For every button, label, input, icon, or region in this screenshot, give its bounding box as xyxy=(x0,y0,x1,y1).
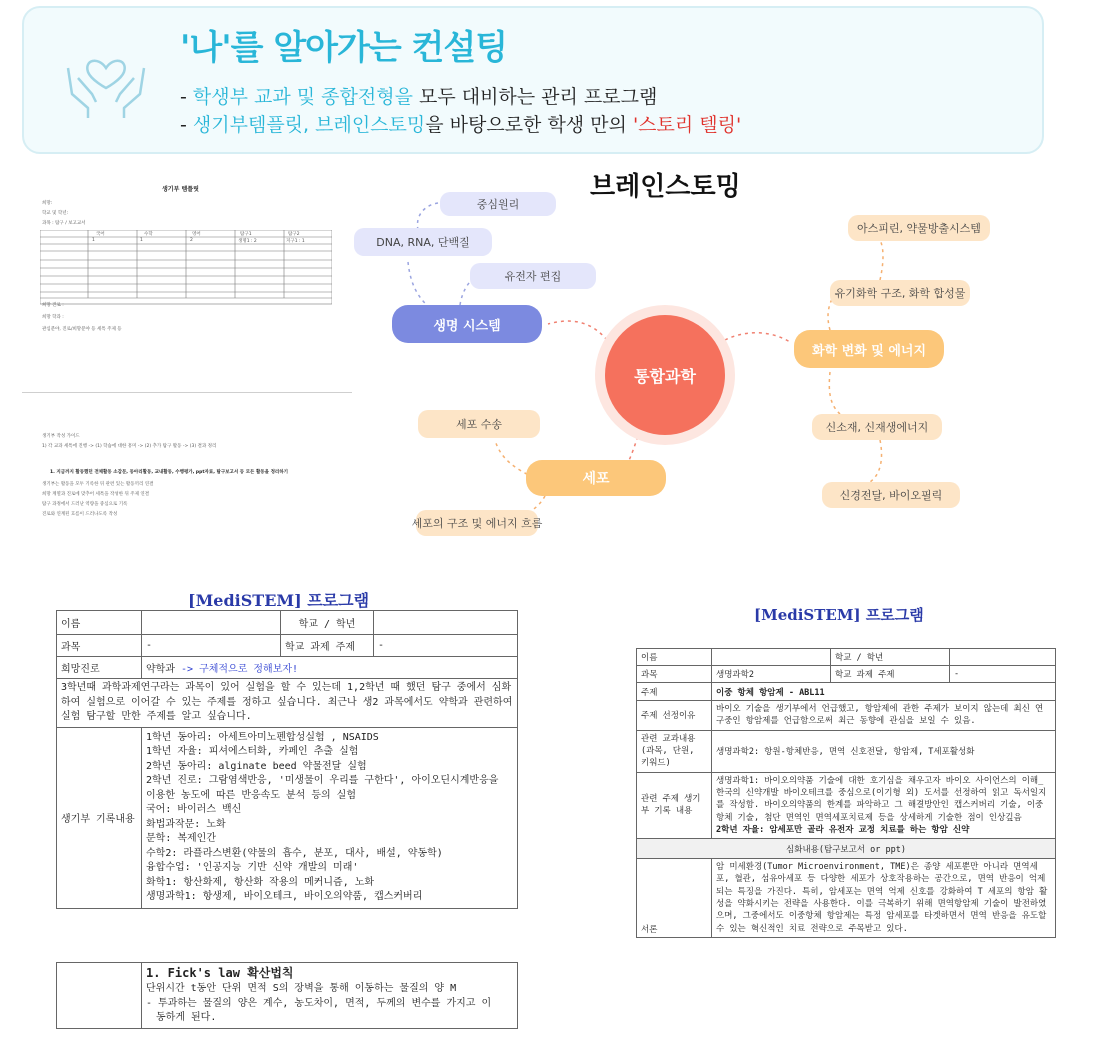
template-header-cell: 탐구1 xyxy=(240,232,252,237)
template-header-cell: 영어 xyxy=(192,232,201,237)
record-item: 2학년 동아리: alginate beed 약물전달 실험 xyxy=(146,760,367,772)
career-note: -> 구체적으로 정해보자! xyxy=(181,664,299,675)
form-left-table xyxy=(56,610,518,909)
law-line: - 투과하는 물질의 양은 계수, 농도차이, 면적, 두께의 변수를 가지고 이 xyxy=(146,997,492,1009)
template-page2-line: 1) 각 교과 세특에 진행 -> (1) 학습에 대한 흥미 -> (2) 추가 탐구 활동 -> (3) 결과 정리 xyxy=(42,444,217,449)
career-prefix: 약학과 xyxy=(146,664,182,675)
r-related-value: 생명과학2: 항원-항체반응, 면역 신호전달, 항암제, T세포활성화 xyxy=(712,730,1056,772)
line1-highlight: 학생부 교과 및 종합전형을 xyxy=(192,86,413,108)
form-right-table xyxy=(636,648,1056,938)
node-cell-structure: 세포의 구조 및 에너지 흐름 xyxy=(416,510,538,536)
brainstorm-title: 브레인스토밍 xyxy=(590,172,741,202)
r-record-cell xyxy=(712,772,1056,839)
line2-prefix: - xyxy=(180,114,193,136)
template-title: 생기부 템플릿 xyxy=(162,186,199,193)
node-life-system: 생명 시스템 xyxy=(392,305,542,343)
record-item: 이용한 농도에 따른 반응속도 분석 등의 실험 xyxy=(146,789,357,801)
r-record-label: 관련 주제 생기부 기록 내용 xyxy=(637,772,712,839)
r-record-value-2: 2학년 자율: 암세포만 골라 유전자 교정 치료를 하는 항암 신약 xyxy=(716,824,970,835)
record-list xyxy=(142,727,518,908)
r-reason-label: 주제 선정이유 xyxy=(637,701,712,731)
template-page2-line: 희망 계열과 진로에 맞추어 세특을 작성한 뒤 주제 연결 xyxy=(42,492,150,497)
school-value xyxy=(374,611,518,635)
template-line: 과목 : 탐구 / 보고교서 xyxy=(42,221,86,226)
template-footer-line: 관심분야, 진로/희망분야 등 세특 주제 등 xyxy=(42,327,122,332)
record-item: 문학: 복제인간 xyxy=(146,833,217,844)
template-page2-line: 생기부는 활동을 모두 기록한 뒤 관련 있는 활동끼리 연결 xyxy=(42,482,154,487)
law-label-cell xyxy=(57,963,142,1029)
node-organic: 유기화학 구조, 화학 합성물 xyxy=(830,280,970,306)
node-central-dogma: 중심원리 xyxy=(440,192,556,216)
record-item: 화학1: 항산화제, 항산화 작용의 메커니즘, 노화 xyxy=(146,876,375,888)
line1-prefix: - xyxy=(180,86,193,108)
record-label: 생기부 기록내용 xyxy=(57,727,142,908)
r-name-value xyxy=(712,649,831,666)
record-item: 2학년 진로: 그람염색반응, '미생물이 우리를 구한다', 아이오딘시계반응을 xyxy=(146,775,499,786)
node-cell: 세포 xyxy=(526,460,666,496)
r-intro-label: 서론 xyxy=(637,859,712,938)
template-header-cell: 수학 xyxy=(144,232,153,237)
node-chem-change: 화학 변화 및 에너지 xyxy=(794,330,944,368)
school-label: 학교 / 학년 xyxy=(281,611,374,635)
line2-highlight: 생기부템플릿, 브레인스토밍 xyxy=(192,114,426,136)
template-row-cell: 생명1 : 2 xyxy=(238,239,257,244)
intro-text: 3학년때 과학과제연구라는 과목이 있어 실험을 할 수 있는데 1,2학년 때 했던 탐구 중에서 심화하여 실험으로 이어갈 수 있는 주제를 정하고 싶습니다. 최근나 생2 과목에서도 약학과 관련하여 실험 탐구할 만한 주제를 알고 싶습니다. xyxy=(57,679,518,728)
r-name-label: 이름 xyxy=(637,649,712,666)
record-item: 생명과학1: 항생제, 바이오테크, 바이오의약품, 캡스커버리 xyxy=(146,891,423,902)
r-topic-value: - xyxy=(950,666,1056,683)
career-label: 희망진로 xyxy=(57,657,142,679)
line2-mid: 을 바탕으로한 학생 만의 xyxy=(425,114,633,136)
template-row-cell: 1 xyxy=(92,238,95,243)
law-content xyxy=(142,963,518,1029)
node-cell-transport: 세포 수송 xyxy=(418,410,540,438)
subject-value: - xyxy=(142,635,281,657)
topic-value: - xyxy=(374,635,518,657)
r-intro-value: 암 미세환경(Tumor Microenvironment, TME)은 종양 세포뿐만 아니라 면역세포, 혈관, 섬유아세포 등 다양한 세포가 상호작용하는 공간으로, 면역 반응이 억제되는 특징을 가진다. 특히, 암세포는 면역 억제 신호를 강화하여 T 세포의 항암 활성을 약화시키는 전략을 사용한다. 이를 극복하기 위해 면역항암제 기술이 발전하였으며, 그중에서도 이중항체 항암제는 특정 암세포를 타겟하면서 면역 반응을 유도할 수 있는 혁신적인 치료 전략으로 주목받고 있다. xyxy=(712,859,1056,938)
template-header-cell: 탐구2 xyxy=(288,232,300,237)
template-page2-line: 진로와 연계된 흐름이 드러나도록 작성 xyxy=(42,512,118,517)
form-left-table-2 xyxy=(56,962,518,1029)
r-subject-label: 과목 xyxy=(637,666,712,683)
node-aspirin: 아스피린, 약물방출시스템 xyxy=(848,215,990,241)
r-school-label: 학교 / 학년 xyxy=(831,649,950,666)
form-right-title: [MediSTEM] 프로그램 xyxy=(754,606,924,624)
career-value xyxy=(142,657,518,679)
banner-title: '나'를 알아가는 컨설팅 xyxy=(180,28,508,68)
center-node: 통합과학 xyxy=(605,315,725,435)
subject-label: 과목 xyxy=(57,635,142,657)
template-page2-line: 탐구 과정에서 드러난 역량을 중심으로 기록 xyxy=(42,502,128,507)
node-gene-editing: 유전자 편집 xyxy=(470,263,596,289)
node-new-materials: 신소재, 신재생에너지 xyxy=(812,414,942,440)
r-record-value: 생명과학1: 바이오의약품 기술에 대한 호기심을 채우고자 바이오 사이언스의 이해_한국의 신약개발 바이오테크를 중심으로(이기형 외) 도서를 선정하여 읽고 독서일지를 작성함. 바이오의약품의 한계를 파악하고 그 해결방안인 캡스커버리 기술, 이중 항체 기술, 첨단 면역인 면역세포치료제 등을 상세하게 기술한 점이 인상깊음 xyxy=(716,775,1047,823)
topic-label: 학교 과제 주제 xyxy=(281,635,374,657)
r-reason-value: 바이오 기술을 생기부에서 언급했고, 항암제에 관한 주제가 보이지 않는데 최신 연구중인 항암제를 언급함으로써 최근 동향에 관심을 보일 수 있음. xyxy=(712,701,1056,731)
r-theme-label: 주제 xyxy=(637,683,712,701)
r-section-header: 심화내용(탐구보고서 or ppt) xyxy=(637,839,1056,859)
law-title: 1. Fick's law 확산법칙 xyxy=(146,966,294,980)
template-footer-line: 희망 진로 : xyxy=(42,303,64,308)
record-item: 수학2: 라플라스변환(약물의 흡수, 분포, 대사, 배설, 약동학) xyxy=(146,847,443,859)
name-value xyxy=(142,611,281,635)
law-line: 단위시간 t동안 단위 면적 S의 장벽을 통해 이동하는 물질의 양 M xyxy=(146,983,457,995)
r-related-label: 관련 교과내용 (과목, 단원, 키워드) xyxy=(637,730,712,772)
template-row-cell: 지구1 : 1 xyxy=(286,239,305,244)
template-page2-line: 1. 지금까지 활동했던 전체활동 소감문, 동아리활동, 교내활동, 수행평가, ppt자료, 탐구보고서 등 모든 활동을 정리하기 xyxy=(50,470,288,475)
name-label: 이름 xyxy=(57,611,142,635)
node-dna: DNA, RNA, 단백질 xyxy=(354,228,492,256)
r-school-value xyxy=(950,649,1056,666)
r-theme-value: 이중 항체 항암제 - ABL11 xyxy=(712,683,1056,701)
law-line: 동하게 된다. xyxy=(156,1012,217,1024)
r-subject-value: 생명과학2 xyxy=(712,666,831,683)
line2-red: '스토리 텔링' xyxy=(632,114,742,136)
template-page2-line: 생기부 작성 가이드 xyxy=(42,434,80,439)
line1-rest: 모두 대비하는 관리 프로그램 xyxy=(412,86,658,108)
record-item: 화법과작문: 노화 xyxy=(146,818,226,830)
r-topic-label: 학교 과제 주제 xyxy=(831,666,950,683)
template-line: 학교 및 학년: xyxy=(42,211,69,216)
template-row-cell: 1 xyxy=(140,238,143,243)
record-item: 1학년 자율: 피셔에스터화, 카페인 추출 실험 xyxy=(146,746,359,757)
template-line: 희망: xyxy=(42,201,53,206)
record-item: 융합수업: '인공지능 기반 신약 개발의 미래' xyxy=(146,862,359,873)
template-row-cell: 2 xyxy=(190,238,193,243)
form-left-title: [MediSTEM] 프로그램 xyxy=(188,591,370,610)
record-item: 국어: 바이러스 백신 xyxy=(146,804,242,815)
template-footer-line: 희망 학과 : xyxy=(42,315,64,320)
template-header-cell: 국어 xyxy=(96,232,105,237)
node-neural: 신경전달, 바이오필릭 xyxy=(822,482,960,508)
record-item: 1학년 동아리: 아세트아미노펜합성실험 , NSAIDS xyxy=(146,731,379,743)
